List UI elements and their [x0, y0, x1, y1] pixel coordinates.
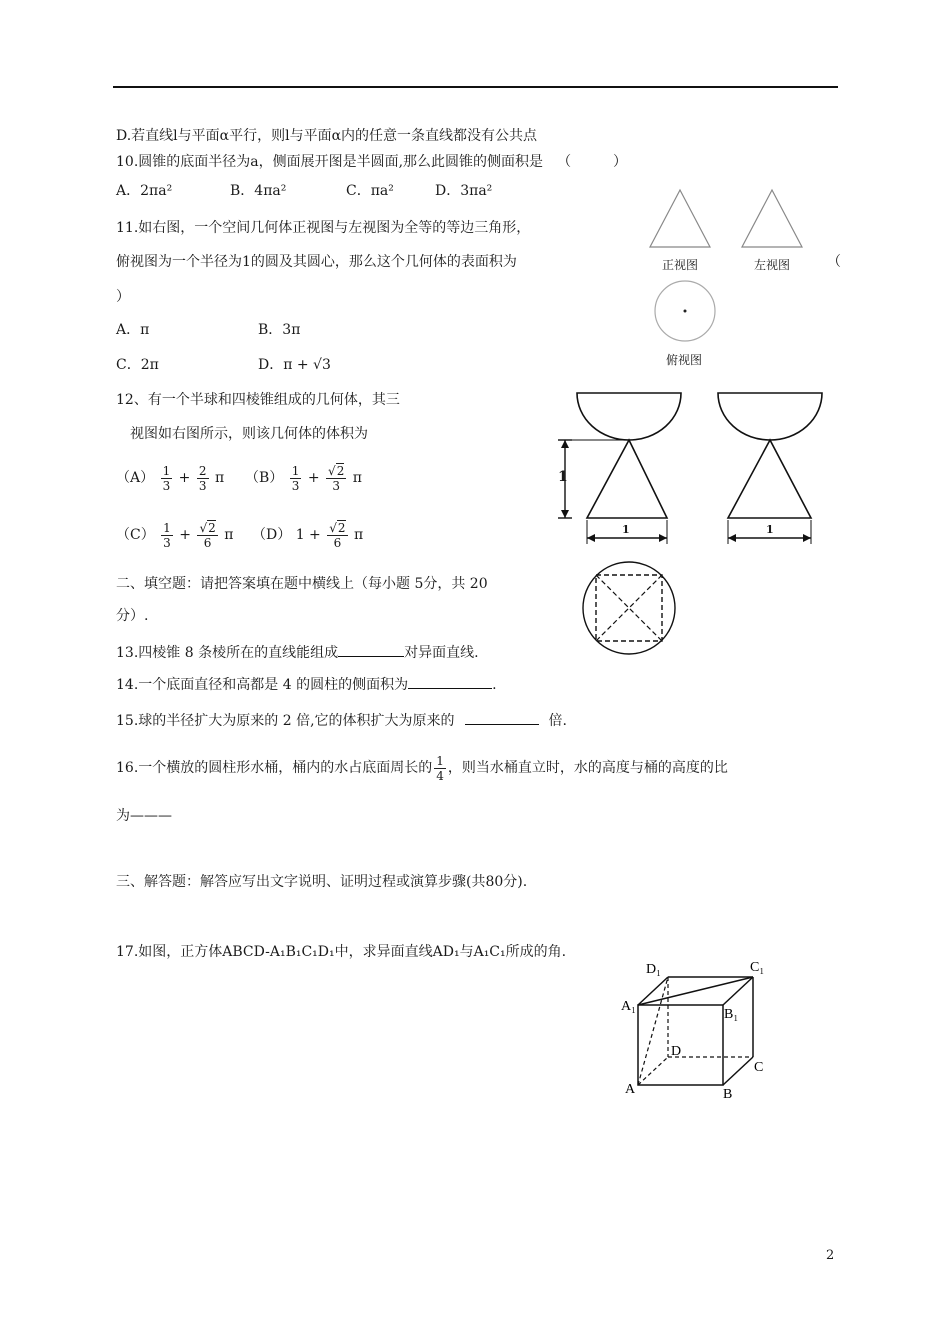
q10-stem: 10.圆锥的底面半径为a，侧面展开图是半圆面,那么此圆锥的侧面积是 （ ）	[116, 154, 628, 170]
q12-three-views-figure	[545, 388, 835, 658]
label-a: A	[625, 1082, 636, 1097]
q17-cube-figure	[620, 960, 780, 1100]
q12-width-label-left: 1	[622, 523, 630, 536]
front-view-triangle	[650, 190, 710, 247]
q11-option-a: A．π	[116, 322, 150, 338]
q16-line-2: 为———	[116, 808, 172, 824]
page-number: 2	[826, 1248, 835, 1263]
q11-option-b: B．3π	[258, 322, 301, 338]
q11-stem-2: 俯视图为一个半径为1的圆及其圆心，那么这个几何体的表面积为	[116, 254, 517, 270]
q12-option-c: （C） $\frac{1}{3}$ + $\frac{√2}{6}$ π	[116, 520, 234, 550]
q11-option-d: D．π + √3	[258, 357, 331, 373]
q10-option-b: B．4πa²	[230, 183, 287, 199]
label-c: C	[754, 1060, 764, 1075]
q12-width-label-right: 1	[766, 523, 774, 536]
section2-heading-1: 二、填空题：请把答案填在题中横线上（每小题 5分，共 20	[116, 576, 488, 592]
q10-option-d: D．3πa²	[435, 183, 493, 199]
section3-heading: 三、解答题：解答应写出文字说明、证明过程或演算步骤(共80分).	[116, 874, 528, 890]
q14-answer-blank[interactable]	[408, 674, 492, 689]
q11-three-views-figure	[640, 185, 820, 375]
q13: 13.四棱锥 8 条棱所在的直线能组成 对异面直线.	[116, 642, 479, 663]
top-view-square	[596, 575, 662, 641]
q10-option-a: A．2πa²	[116, 183, 173, 199]
q12-stem-1: 12、有一个半球和四棱锥组成的几何体，其三	[116, 392, 400, 408]
label-d: D	[671, 1044, 682, 1059]
q12-option-d: （D） 1 + $\frac{√2}{6}$ π	[252, 520, 364, 550]
header-rule	[113, 86, 838, 88]
q15-answer-blank[interactable]	[465, 710, 539, 725]
q11-option-c: C．2π	[116, 357, 159, 373]
q12-stem-2: 视图如右图所示，则该几何体的体积为	[130, 426, 368, 442]
front-view-hemisphere	[577, 393, 681, 440]
q9-option-d: D.若直线l与平面α平行，则l与平面α内的任意一条直线都没有公共点	[116, 128, 538, 144]
label-c1: C₁	[750, 960, 765, 975]
q11-stem-1: 11.如右图，一个空间几何体正视图与左视图为全等的等边三角形，	[116, 220, 531, 236]
q13-answer-blank[interactable]	[338, 642, 404, 657]
section2-heading-2: 分）.	[116, 608, 149, 624]
q12-height-label: 1	[558, 469, 568, 485]
q11-paren-close: ）	[116, 289, 130, 305]
diagonal-a1c1	[638, 977, 753, 1005]
front-view-pyramid	[587, 440, 667, 518]
label-b: B	[723, 1087, 733, 1102]
top-view-label: 俯视图	[666, 353, 703, 367]
top-view-center-point	[684, 310, 687, 313]
q12-option-a: （A） $\frac{1}{3}$ + $\frac{2}{3}$ π	[116, 463, 225, 493]
q16: 16.一个横放的圆柱形水桶，桶内的水占底面周长的 $\frac{1}{4}$ ，则当水桶直立时，水的高度与桶的高度的比	[116, 753, 728, 783]
left-view-label: 左视图	[754, 258, 791, 272]
q15: 15.球的半径扩大为原来的 2 倍,它的体积扩大为原来的 倍.	[116, 710, 567, 731]
side-view-hemisphere	[718, 393, 822, 440]
q10-option-c: C．πa²	[346, 183, 394, 199]
label-b1: B₁	[724, 1007, 739, 1022]
front-view-label: 正视图	[662, 258, 699, 272]
q12-option-b: （B） $\frac{1}{3}$ + $\frac{√2}{3}$ π	[245, 463, 362, 493]
label-d1: D₁	[646, 962, 661, 977]
side-view-pyramid	[728, 440, 811, 518]
diagonal-ad1	[638, 977, 668, 1085]
q14: 14.一个底面直径和高都是 4 的圆柱的侧面积为 .	[116, 674, 497, 695]
left-view-triangle	[742, 190, 802, 247]
q17-stem: 17.如图，正方体ABCD-A₁B₁C₁D₁中，求异面直线AD₁与A₁C₁所成的角.	[116, 944, 567, 960]
label-a1: A₁	[621, 999, 636, 1014]
q11-paren-open: （	[827, 254, 841, 270]
